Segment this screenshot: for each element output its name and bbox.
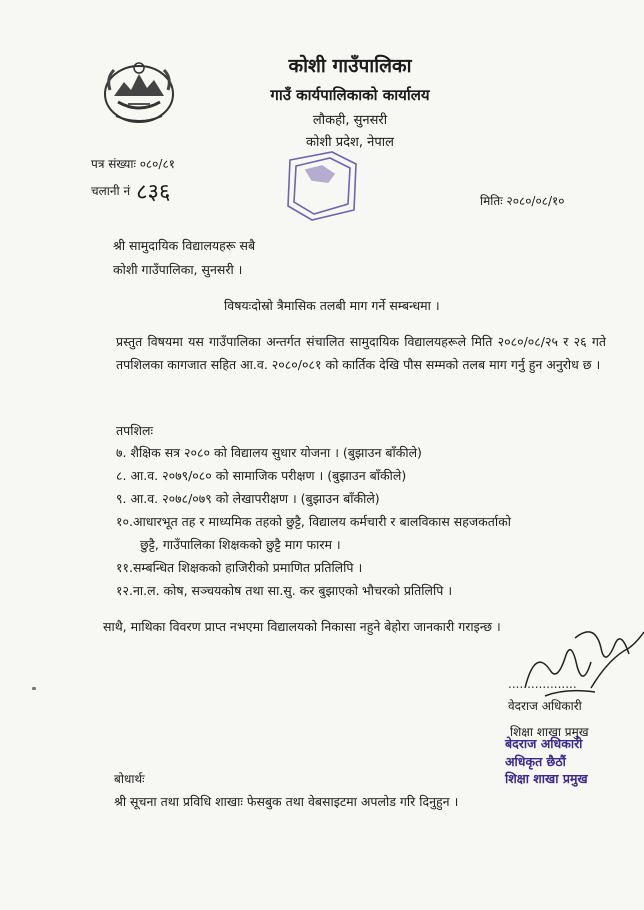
list-item-continued: छुट्टै, गाउँपालिका शिक्षकको छुट्टै माग फारम । <box>140 537 341 552</box>
list-title: तपशिलः <box>116 423 153 438</box>
signatory-title: शिक्षा शाखा प्रमुख <box>510 725 589 739</box>
recipient-line-2: कोशी गाउँपालिका, सुनसरी । <box>113 262 243 277</box>
list-item: १०.आधारभूत तह र माध्यमिक तहको छुट्टै, विद्यालय कर्मचारी र बालविकास सहजकर्ताको <box>116 514 511 529</box>
list-item: ८. आ.व. २०७९/०८० को सामाजिक परीक्षण । (बुझाउन बाँकीले) <box>116 468 407 483</box>
signature-dots: .................. <box>508 677 577 691</box>
cc-label: बोधार्थः <box>114 772 145 786</box>
nepal-emblem-icon <box>100 54 178 126</box>
scan-mark <box>32 687 36 690</box>
signatory-name: वेदराज अधिकारी <box>508 699 582 713</box>
cc-text: श्री सूचना तथा प्रविधि शाखाः फेसबुक तथा वेबसाइटमा अपलोड गरि दिनुहुन । <box>114 794 459 809</box>
list-item: ११.सम्बन्धित शिक्षकको हाजिरीको प्रमाणित प्रतिलिपि । <box>116 560 363 575</box>
closing-note: साथै, माथिका विवरण प्राप्त नभएमा विद्यालयको निकासा नहुने बेहोरा जानकारी गराइन्छ । <box>103 619 501 634</box>
address-line-1: लौकही, सुनसरी <box>312 113 388 128</box>
dispatch-line <box>91 176 170 206</box>
dispatch-label: चलानी नं <box>91 184 131 198</box>
list-item: ९. आ.व. २०७८/०७९ को लेखापरीक्षण । (बुझाउन बाँकीले) <box>116 491 380 506</box>
seal-rank: अधिकृत छैठौं <box>505 754 566 769</box>
recipient-line-1: श्री सामुदायिक विद्यालयहरू सबै <box>113 238 256 253</box>
seal-name: बेदराज अधिकारी <box>505 736 583 751</box>
list-item: ७. शैक्षिक सत्र २०८० को विद्यालय सुधार योजना । (बुझाउन बाँकीले) <box>116 445 422 460</box>
seal-title: शिक्षा शाखा प्रमुख <box>505 771 588 786</box>
dispatch-number: ८३६ <box>136 180 171 205</box>
list-item: १२.ना.ल. कोष, सञ्चयकोष तथा सा.सु. कर बुझाएको भौचरको प्रतिलिपि । <box>116 583 453 598</box>
letter-number: पत्र संख्याः ०८०/८१ <box>91 157 175 171</box>
office-name: गाउँ कार्यपालिकाको कार्यालय <box>270 86 430 104</box>
address-line-2: कोशी प्रदेश, नेपाल <box>306 135 394 150</box>
letter-body: प्रस्तुत विषयमा यस गाउँपालिका अन्तर्गत संचालित सामुदायिक विद्यालयहरूले मिति २०८०/०८/२५ र २६ गते तपशिलका कागजात सहित आ.व. २०८०/०८१ को कार्तिक देखि पौस सम्मको तलब माग गर्नु हुन अनुरोध छ । <box>116 334 606 372</box>
letter-date: मितिः २०८०/०८/१० <box>480 194 565 208</box>
office-stamp-icon <box>272 140 372 226</box>
letter-subject: विषयःदोस्रो त्रैमासिक तलबी माग गर्ने सम्बन्धमा । <box>224 298 440 313</box>
organization-name: कोशी गाउँपालिका <box>288 55 412 77</box>
handwritten-signature-icon <box>505 618 644 708</box>
